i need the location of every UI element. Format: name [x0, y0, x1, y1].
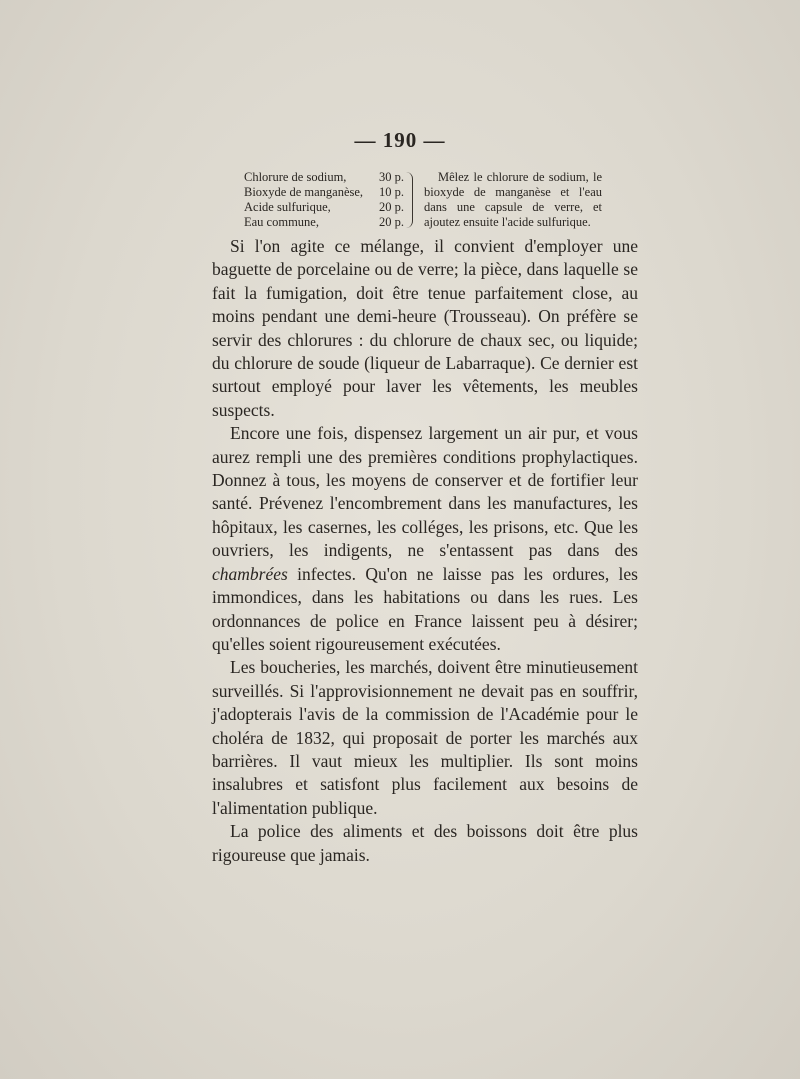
ingredient-row: [244, 200, 404, 215]
ingredient-row: [244, 170, 404, 185]
ingredient-row: [244, 185, 404, 200]
paragraph-text: Encore une fois, dispensez largement un air pur, et vous aurez rempli une des premières conditions prophylactiques. Donnez à tous, les moyens de conserver et de fortifier leur santé. Prévenez l'encombrement dans les manufactures, les hôpitaux, les casernes, les colléges, les prisons, etc. Que les ouvriers, les indigents, ne s'entassent pas dans des: [212, 423, 638, 561]
paragraph: La police des aliments et des boissons doit être plus rigoureuse que jamais.: [212, 821, 638, 865]
ingredient-qty: 10 p.: [379, 185, 404, 199]
italic-word: chambrées: [212, 563, 288, 584]
paragraph-text: infectes. Qu'on ne laisse pas les ordures, les immondices, dans les habitations ou dans les rues. Les ordonnances de police en France laissent peu à désirer; qu'elles soient rigoureusement exécutées.: [212, 563, 638, 654]
ingredient-name: Acide sulfurique,: [244, 200, 331, 214]
ingredient-name: Eau commune,: [244, 215, 319, 229]
ingredient-name: Chlorure de sodium,: [244, 170, 347, 184]
ingredient-name: Bioxyde de manganèse,: [244, 185, 364, 199]
page-number: — 190 —: [354, 128, 446, 152]
ingredient-qty: 30 p.: [379, 170, 404, 184]
ingredient-row: [244, 215, 404, 230]
ingredient-qty: 20 p.: [379, 200, 404, 214]
paragraph: Si l'on agite ce mélange, il convient d'employer une baguette de porcelaine ou de verre; la pièce, dans laquelle se fait la fumigation, doit être tenue parfaitement close, au moins pendant une demi-heure (Trousseau). On préfère se servir des chlorures : du chlorure de chaux sec, ou liquide; du chlorure de soude (liqueur de Labarraque). Ce dernier est surtout employé pour laver les vêtements, les meubles suspects.: [212, 236, 638, 420]
ingredient-qty: 20 p.: [379, 215, 404, 229]
ingredient-list: [244, 170, 404, 230]
brace-icon: [406, 172, 413, 228]
paragraph: [212, 422, 638, 656]
body-text: [212, 235, 638, 867]
paragraph: Les boucheries, les marchés, doivent être minutieusement surveillés. Si l'approvisionnement ne devait pas en souffrir, j'adopterais l'avis de la commission de l'Académie pour le choléra de 1832, qui proposait de porter les marchés aux barrières. Il vaut mieux les multiplier. Ils sont moins insalubres et satisfont plus facilement aux besoins de l'alimentation publique.: [212, 657, 638, 818]
recipe-instructions: Mêlez le chlorure de sodium, le bioxyde de manganèse et l'eau dans une capsule de verre, et ajoutez ensuite l'acide sulfurique.: [424, 170, 602, 229]
recipe-block: [244, 170, 614, 230]
